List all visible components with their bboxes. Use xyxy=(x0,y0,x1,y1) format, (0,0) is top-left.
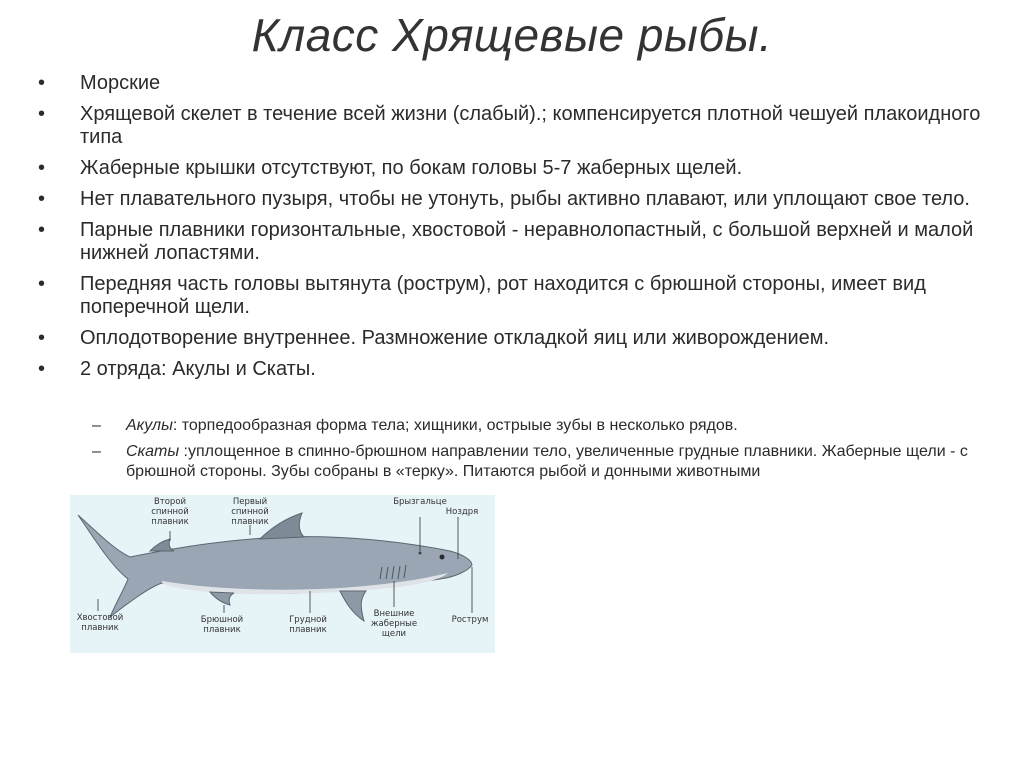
bullet-item xyxy=(38,72,1008,95)
bullet-item xyxy=(38,273,1008,319)
sub-term: Акулы xyxy=(126,417,173,434)
bullet-text: Парные плавники горизонтальные, хвостовой - неравнолопастный, с большой верхней и малой нижней лопастями. xyxy=(80,219,974,264)
bullet-item xyxy=(38,358,1008,381)
bullet-text: Оплодотворение внутреннее. Размножение откладкой яиц или живорождением. xyxy=(80,327,830,349)
bullet-text: Жаберные крышки отсутствуют, по бокам головы 5-7 жаберных щелей. xyxy=(80,157,743,179)
label-pelvic-fin: Брюшной плавник xyxy=(200,615,244,635)
bullet-symbol: • xyxy=(38,327,46,349)
bullet-symbol: • xyxy=(38,273,46,295)
pelvic-fin xyxy=(210,592,234,605)
label-caudal-fin: Хвостовой плавник xyxy=(76,613,124,633)
bullet-symbol: • xyxy=(38,188,46,210)
sub-term: Скаты xyxy=(126,443,180,460)
bullet-symbol: • xyxy=(38,358,46,380)
label-first-dorsal-fin: Первый спинной плавник xyxy=(231,497,269,527)
label-pectoral-fin: Грудной плавник xyxy=(289,615,327,635)
label-gill-slits: Внешние жаберные щели xyxy=(370,609,418,639)
label-rostrum: Рострум xyxy=(451,615,489,625)
shark-diagram xyxy=(70,495,495,653)
bullet-item xyxy=(38,188,1008,211)
bullet-item xyxy=(38,103,1008,149)
sub-item-sharks xyxy=(92,416,992,436)
bullet-item xyxy=(38,327,1008,350)
label-spiracle: Брызгальце xyxy=(393,497,447,507)
bullet-symbol: • xyxy=(38,72,46,94)
slide-title: Класс Хрящевые рыбы. xyxy=(251,9,773,61)
bullet-text: Нет плавательного пузыря, чтобы не утонуть, рыбы активно плавают, или уплощают свое тело. xyxy=(80,188,970,210)
bullet-text: 2 отряда: Акулы и Скаты. xyxy=(80,358,316,380)
sub-dash: – xyxy=(92,443,101,460)
label-nostril: Ноздря xyxy=(445,507,479,517)
bullet-item xyxy=(38,219,1008,265)
sub-dash: – xyxy=(92,417,101,434)
eye xyxy=(440,555,445,560)
sub-item-rays xyxy=(92,442,992,482)
bullet-list xyxy=(38,72,1008,389)
bullet-symbol: • xyxy=(38,219,46,241)
bullet-text: Морские xyxy=(80,72,161,94)
bullet-symbol: • xyxy=(38,103,46,125)
bullet-text: Передняя часть головы вытянута (рострум), рот находится с брюшной стороны, имеет вид поперечной щели. xyxy=(80,273,926,318)
sub-text: :уплощенное в спинно-брюшном направлении тело, увеличенные грудные плавники. Жаберные щели - с брюшной стороны. Зубы собраны в «терку». Питаются рыбой и донными животными xyxy=(126,443,968,480)
label-second-dorsal-fin: Второй спинной плавник xyxy=(151,497,189,527)
bullet-symbol: • xyxy=(38,157,46,179)
sub-list xyxy=(92,416,992,488)
bullet-item xyxy=(38,157,1008,180)
bullet-text: Хрящевой скелет в течение всей жизни (слабый).; компенсируется плотной чешуей плакоидного типа xyxy=(80,103,981,148)
sub-text: : торпедообразная форма тела; хищники, острыые зубы в несколько рядов. xyxy=(172,417,738,434)
spiracle-dot xyxy=(419,552,422,555)
pectoral-fin xyxy=(340,591,366,621)
